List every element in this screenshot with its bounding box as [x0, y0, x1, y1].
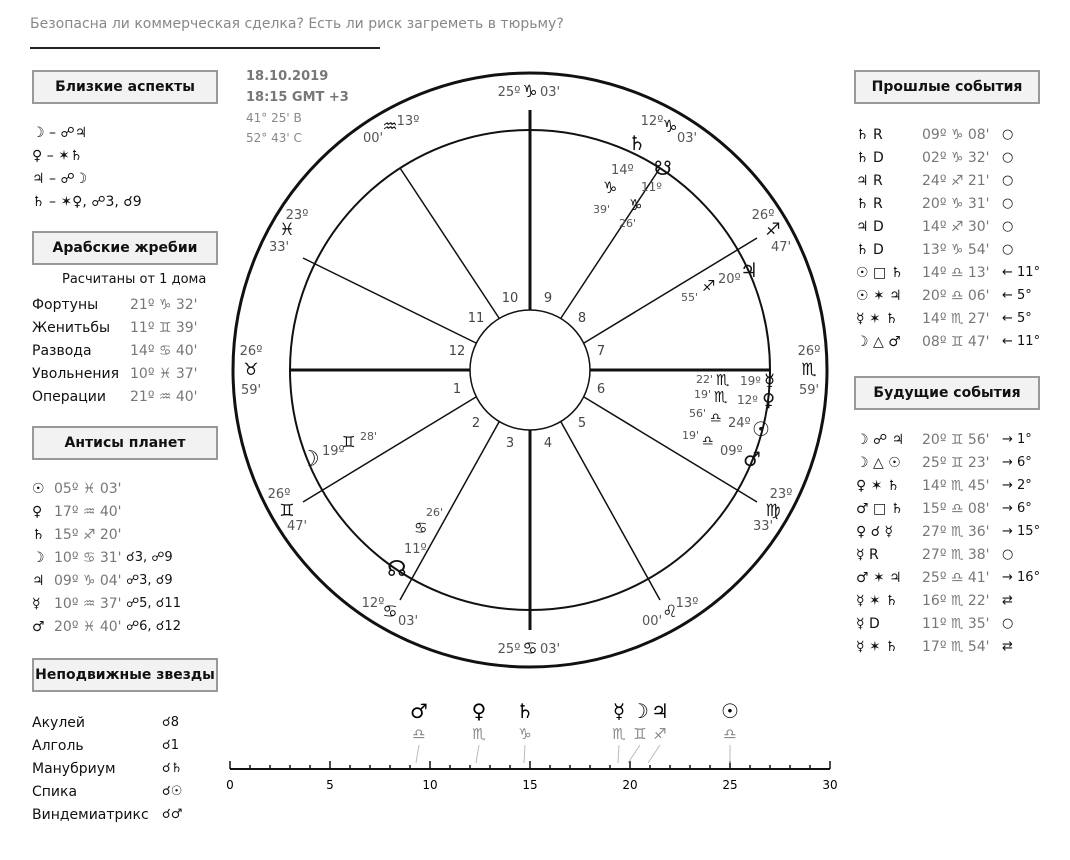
scale-tick-label: 25 — [722, 778, 738, 792]
event-aspect: ☿ D — [856, 616, 880, 632]
planet-sign: ♊ — [342, 433, 356, 451]
lot-value: 21º ♒ 40' — [130, 389, 198, 405]
north-node-icon: ☊ — [387, 557, 407, 582]
cusp-degree: 26º — [797, 344, 821, 359]
planet-sign: ♎ — [702, 434, 714, 449]
event-position: 24º ♐ 21' — [922, 173, 990, 189]
event-orb: ⇄ — [1002, 593, 1013, 608]
event-aspect: ☽ △ ♂ — [856, 334, 901, 350]
past-events-header[interactable]: Прошлые события — [854, 70, 1040, 104]
house-number: 6 — [596, 382, 606, 397]
cusp-degree: 26º — [239, 344, 263, 359]
lot-value: 21º ♑ 32' — [130, 297, 198, 313]
planet-minute: 55' — [681, 291, 699, 304]
planet-degree: 20º — [718, 272, 741, 287]
cusp-degree: 25º — [497, 85, 521, 100]
lot-value: 11º ♊ 39' — [130, 320, 198, 336]
cusp-sign: ♑ — [522, 82, 538, 102]
antiscia-planet: ☿ — [32, 596, 41, 612]
event-aspect: ☽ △ ☉ — [856, 455, 901, 471]
event-position: 14º ♏ 27' — [922, 311, 990, 327]
planet-minute: 26' — [619, 217, 637, 230]
scale-planet-sign: ♏ — [472, 725, 486, 743]
star-aspect: ☌♄ — [162, 761, 183, 776]
close-aspect-row: ♃ – ☍☽ — [32, 171, 88, 187]
antiscia-aspects: ☍5, ☌11 — [126, 596, 181, 611]
event-position: 13º ♑ 54' — [922, 242, 990, 258]
lot-value: 14º ♋ 40' — [130, 343, 198, 359]
planet-sign: ♎ — [710, 411, 722, 426]
star-name: Спика — [32, 784, 78, 800]
event-aspect: ♄ R — [856, 196, 883, 212]
star-aspect: ☌1 — [162, 738, 179, 753]
house-number: 12 — [448, 344, 466, 359]
cusp-sign: ♌ — [662, 602, 678, 622]
event-position: 08º ♊ 47' — [922, 334, 990, 350]
event-position: 14º ♏ 45' — [922, 478, 990, 494]
scale-tick-label: 15 — [522, 778, 538, 792]
question-text: Безопасна ли коммерческая сделка? Есть ли риск загреметь в тюрьму? — [30, 16, 564, 32]
planet-sign: ♑ — [603, 178, 618, 197]
event-position: 14º ♎ 13' — [922, 265, 990, 281]
scale-planet-sign: ♑ — [518, 725, 532, 743]
cusp-degree: 13º — [396, 114, 420, 129]
event-position: 27º ♏ 36' — [922, 524, 990, 540]
star-name: Манубриум — [32, 761, 116, 777]
planet-minute: 19' — [694, 388, 712, 401]
scale-planet-glyph: ☿ — [612, 699, 626, 723]
house-number: 10 — [501, 291, 519, 306]
event-orb: ⇄ — [1002, 639, 1013, 654]
scale-point-marker — [416, 745, 419, 763]
south-node-icon: ☋ — [654, 156, 672, 180]
cusp-minute: 03' — [539, 642, 561, 657]
cusp-sign: ♍ — [765, 501, 781, 521]
antiscia-aspects: ☍6, ☌12 — [126, 619, 181, 634]
chart-date: 18.10.2019 — [246, 69, 329, 84]
scale-planet-glyph: ☽ — [631, 699, 649, 723]
scale-point-marker — [648, 745, 660, 763]
event-orb: → 1° — [1002, 432, 1032, 447]
event-position: 09º ♑ 08' — [922, 127, 990, 143]
planet-sign: ♋ — [414, 519, 428, 537]
event-aspect: ☉ □ ♄ — [856, 265, 904, 281]
event-position: 20º ♊ 56' — [922, 432, 990, 448]
horoscope-wheel — [230, 70, 830, 670]
question-underline — [30, 47, 380, 49]
cusp-line — [561, 422, 660, 600]
cusp-minute: 59' — [798, 383, 820, 398]
antiscia-header[interactable]: Антисы планет — [32, 426, 218, 460]
planet-sign: ♐ — [702, 277, 716, 295]
scale-planet-sign: ♎ — [723, 725, 737, 743]
cusp-degree: 12º — [640, 114, 664, 129]
star-name: Виндемиатрикс — [32, 807, 149, 823]
scale-planet-glyph: ♃ — [651, 699, 669, 723]
house-number: 4 — [543, 436, 553, 451]
cusp-minute: 33' — [268, 240, 290, 255]
event-orb: ← 11° — [1002, 334, 1041, 349]
cusp-minute: 47' — [286, 519, 308, 534]
planet-minute: 19' — [682, 429, 700, 442]
planet-sign: ♏ — [714, 388, 728, 406]
cusp-degree: 25º — [497, 642, 521, 657]
cusp-minute: 03' — [397, 614, 419, 629]
antiscia-planet: ♂ — [32, 619, 45, 635]
planet-degree: 19º — [322, 444, 345, 459]
event-orb: → 6° — [1002, 455, 1032, 470]
event-orb: ○ — [1002, 219, 1014, 234]
event-aspect: ☿ ✶ ♄ — [856, 311, 898, 327]
cusp-minute: 59' — [240, 383, 262, 398]
event-position: 16º ♏ 22' — [922, 593, 990, 609]
antiscia-pos: 15º ♐ 20' — [54, 527, 122, 543]
moon-icon: ☽ — [300, 447, 320, 472]
cusp-minute: 00' — [641, 614, 663, 629]
lot-value: 10º ♓ 37' — [130, 366, 198, 382]
antiscia-planet: ♄ — [32, 527, 45, 543]
cusp-sign: ♑ — [662, 117, 678, 137]
mercury-icon: ☿ — [764, 371, 776, 392]
fixed-stars-header[interactable]: Неподвижные звезды — [32, 658, 218, 692]
planet-minute: 22' — [696, 373, 714, 386]
future-events-header[interactable]: Будущие события — [854, 376, 1040, 410]
planet-sign: ♑ — [629, 196, 643, 214]
event-orb: ○ — [1002, 127, 1014, 142]
planet-degree: 11º — [641, 180, 662, 194]
event-aspect: ☿ ✶ ♄ — [856, 639, 898, 655]
lot-name: Женитьбы — [32, 320, 111, 336]
cusp-minute: 47' — [770, 240, 792, 255]
cusp-sign: ♋ — [382, 602, 398, 622]
cusp-sign: ♏ — [801, 360, 817, 380]
event-position: 11º ♏ 35' — [922, 616, 990, 632]
cusp-line — [303, 258, 476, 343]
scale-planet-glyph: ♄ — [516, 699, 534, 723]
event-position: 20º ♑ 31' — [922, 196, 990, 212]
star-aspect: ☌♂ — [162, 807, 183, 822]
antiscia-pos: 10º ♒ 37' — [54, 596, 122, 612]
scale-point-marker — [476, 745, 479, 763]
antiscia-pos: 20º ♓ 40' — [54, 619, 122, 635]
antiscia-pos: 09º ♑ 04' — [54, 573, 122, 589]
close-aspect-row: ☽ – ☍♃ — [32, 125, 88, 141]
close-aspect-row: ♄ – ✶♀, ☍3, ☌9 — [32, 194, 142, 210]
close-aspects-header[interactable]: Близкие аспекты — [32, 70, 218, 104]
house-number: 2 — [471, 416, 481, 431]
event-aspect: ☿ R — [856, 547, 879, 563]
planet-sign: ♏ — [716, 371, 730, 389]
planet-minute: 56' — [689, 407, 707, 420]
antiscia-pos: 10º ♋ 31' — [54, 550, 122, 566]
event-aspect: ♀ ✶ ♄ — [856, 478, 900, 494]
scale-planet-glyph: ♂ — [410, 699, 428, 723]
scale-point-marker — [524, 745, 525, 763]
star-aspect: ☌8 — [162, 715, 179, 730]
event-orb: → 2° — [1002, 478, 1032, 493]
event-aspect: ♄ R — [856, 127, 883, 143]
planet-degree: 12º — [737, 393, 758, 407]
scale-planet-sign: ♎ — [412, 725, 426, 743]
scale-point-marker — [618, 745, 619, 763]
scale-planet-sign: ♐ — [653, 725, 667, 743]
arabic-lots-subtitle: Расчитаны от 1 дома — [62, 272, 207, 287]
cusp-sign: ♊ — [279, 501, 295, 521]
antiscia-aspects: ☌3, ☍9 — [126, 550, 173, 565]
planet-degree: 24º — [728, 416, 751, 431]
antiscia-planet: ☉ — [32, 481, 45, 497]
chart-time: 18:15 GMT +3 — [246, 90, 349, 105]
event-aspect: ♃ D — [856, 219, 884, 235]
scale-point-marker — [628, 745, 640, 763]
antiscia-pos: 17º ♒ 40' — [54, 504, 122, 520]
event-position: 15º ♎ 08' — [922, 501, 990, 517]
scale-tick-label: 5 — [326, 778, 334, 792]
planet-degree: 11º — [404, 542, 427, 557]
event-position: 27º ♏ 38' — [922, 547, 990, 563]
event-aspect: ♀ ☌ ☿ — [856, 524, 894, 540]
cusp-line — [584, 238, 757, 343]
event-position: 20º ♎ 06' — [922, 288, 990, 304]
event-orb: ← 5° — [1002, 311, 1032, 326]
scale-planet-glyph: ☉ — [721, 699, 739, 723]
event-orb: ○ — [1002, 242, 1014, 257]
event-position: 25º ♎ 41' — [922, 570, 990, 586]
event-aspect: ♂ ✶ ♃ — [856, 570, 902, 586]
house-number: 11 — [467, 311, 485, 326]
lot-name: Фортуны — [32, 297, 99, 313]
event-position: 02º ♑ 32' — [922, 150, 990, 166]
cusp-degree: 26º — [267, 487, 291, 502]
cusp-degree: 13º — [675, 596, 699, 611]
jupiter-icon: ♃ — [740, 258, 758, 282]
planet-degree: 09º — [720, 444, 743, 459]
scale-planet-glyph: ♀ — [471, 699, 487, 723]
scale-tick-label: 20 — [622, 778, 638, 792]
cusp-sign: ♉ — [243, 360, 259, 380]
cusp-line — [400, 168, 499, 318]
cusp-sign: ♋ — [522, 639, 538, 659]
planet-degree: 19º — [740, 374, 761, 388]
cusp-degree: 23º — [285, 208, 309, 223]
event-position: 25º ♊ 23' — [922, 455, 990, 471]
cusp-line — [400, 422, 499, 600]
degree-scale — [220, 695, 840, 800]
lot-name: Увольнения — [32, 366, 119, 382]
arabic-lots-header[interactable]: Арабские жребии — [32, 231, 218, 265]
cusp-sign: ♒ — [382, 117, 398, 137]
star-name: Алголь — [32, 738, 84, 754]
chart-latitude: 41° 25' В — [246, 111, 302, 125]
house-number: 8 — [577, 311, 587, 326]
mars-icon: ♂ — [743, 447, 761, 471]
scale-tick-label: 30 — [822, 778, 838, 792]
cusp-degree: 23º — [769, 487, 793, 502]
event-aspect: ☉ ✶ ♃ — [856, 288, 902, 304]
chart-longitude: 52° 43' С — [246, 131, 302, 145]
planet-minute: 28' — [360, 430, 378, 443]
antiscia-aspects: ☍3, ☌9 — [126, 573, 173, 588]
venus-icon: ♀ — [762, 390, 776, 411]
center-circle — [467, 310, 590, 430]
cusp-minute: 03' — [539, 85, 561, 100]
star-aspect: ☌☉ — [162, 784, 183, 799]
lot-name: Развода — [32, 343, 92, 359]
event-orb: ○ — [1002, 150, 1014, 165]
scale-planet-sign: ♏ — [612, 725, 626, 743]
event-orb: ← 11° — [1002, 265, 1041, 280]
planet-minute: 26' — [426, 506, 444, 519]
event-aspect: ☿ ✶ ♄ — [856, 593, 898, 609]
close-aspect-row: ♀ – ✶♄ — [32, 148, 83, 164]
house-number: 7 — [596, 344, 606, 359]
scale-tick-label: 10 — [422, 778, 438, 792]
planet-minute: 39' — [593, 203, 611, 216]
house-number: 1 — [452, 382, 462, 397]
house-number: 9 — [543, 291, 553, 306]
event-orb: → 16° — [1002, 570, 1041, 585]
house-number: 3 — [505, 436, 515, 451]
scale-planet-sign: ♊ — [633, 725, 647, 743]
event-orb: → 6° — [1002, 501, 1032, 516]
cusp-sign: ♓ — [279, 220, 295, 240]
event-aspect: ♃ R — [856, 173, 883, 189]
cusp-minute: 33' — [752, 519, 774, 534]
house-number: 5 — [577, 416, 587, 431]
event-orb: ○ — [1002, 173, 1014, 188]
planet-degree: 14º — [611, 163, 634, 178]
event-aspect: ♂ □ ♄ — [856, 501, 904, 517]
event-aspect: ♄ D — [856, 242, 884, 258]
cusp-degree: 26º — [751, 208, 775, 223]
antiscia-pos: 05º ♓ 03' — [54, 481, 122, 497]
cusp-sign: ♐ — [765, 220, 781, 240]
saturn-icon: ♄ — [628, 131, 646, 155]
event-position: 14º ♐ 30' — [922, 219, 990, 235]
antiscia-planet: ♀ — [32, 504, 43, 520]
event-position: 17º ♏ 54' — [922, 639, 990, 655]
lot-name: Операции — [32, 389, 106, 405]
antiscia-planet: ♃ — [32, 573, 45, 589]
cusp-minute: 00' — [362, 131, 384, 146]
event-aspect: ♄ D — [856, 150, 884, 166]
event-orb: ○ — [1002, 616, 1014, 631]
event-orb: ○ — [1002, 547, 1014, 562]
star-name: Акулей — [32, 715, 85, 731]
cusp-minute: 03' — [676, 131, 698, 146]
antiscia-planet: ☽ — [32, 550, 45, 566]
cusp-degree: 12º — [361, 596, 385, 611]
event-aspect: ☽ ☍ ♃ — [856, 432, 905, 448]
scale-tick-label: 0 — [226, 778, 234, 792]
sun-icon: ☉ — [752, 417, 770, 441]
event-orb: ← 5° — [1002, 288, 1032, 303]
event-orb: ○ — [1002, 196, 1014, 211]
event-orb: → 15° — [1002, 524, 1041, 539]
